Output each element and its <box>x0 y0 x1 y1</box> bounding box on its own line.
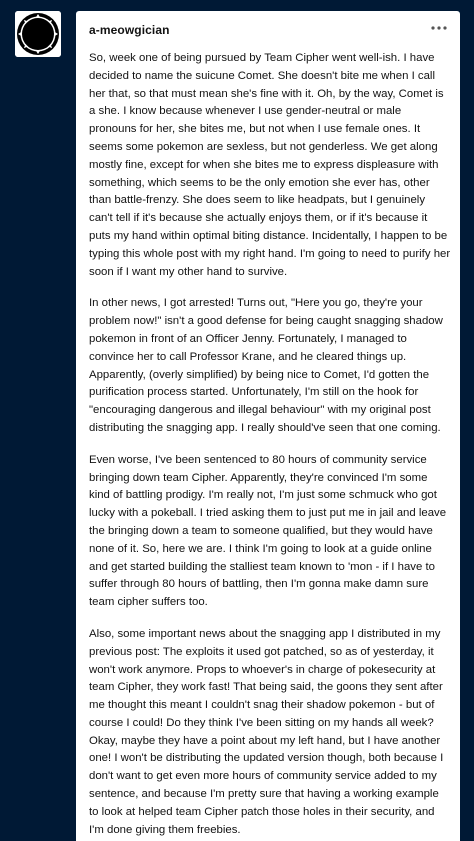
post-paragraph: Even worse, I've been sentenced to 80 hours of community service bringing down team Cipher. Apparently, they're convinced I'm some kind of battling prodigy. I'm really not, I'm just some schmuck who got lucky with a pokeball. I tried asking them to just put me in jail and leave the bringing down a team to someone qualified, but they would have none of it. So, here we are. I think I'm going to look at a guide online and get started building the stalliest team known to 'mon - if I have to suffer through 80 hours of battling, then I'm gonna make damn sure team cipher suffers too. <box>89 453 447 609</box>
post-username[interactable]: a-meowgician <box>89 23 170 37</box>
post-paragraph: So, week one of being pursued by Team Cipher went well-ish. I have decided to name the suicune Comet. She doesn't bite me when I call her that, so that must mean she's fine with it. Oh, by the way, Comet is a she. I know because whenever I use gender-neutral or male pronouns for her, she bites me, but not when I use female ones. It seems some pokemon are sexless, but not genderless. We get along mostly fine, except for when she bites me to express displeasure with something, which seems to be the only emotion she ever has, other than battle-frenzy. She does seem to like headpats, but I genuinely can't tell if it's because she actually enjoys them, or if it's because it puts my hand within optimal biting distance. Incidentally, I happen to be typing this whole post with my right hand. I'm going to need to purify her soon if I want my other hand to survive. <box>89 52 451 278</box>
post-card <box>76 11 460 841</box>
post-paragraph: Also, some important news about the snagging app I distributed in my previous post: The exploits it used got patched, so as of yesterday, it won't work anymore. Props to whoever's in charge of pokesecurity at team Cipher, they work fast! That being said, the goons they sent after me thought this meant I couldn't snag their shadow pokemon - but of course I could! Do they think I've been sitting on my hands all week? Okay, maybe they have a point about my left hand, but I have another one! I won't be distributing the updated version though, both because I don't want to get even more hours of community service added to my sentence, and because I'm pretty sure that having a working example to look at helped team Cipher patch those holes in their security, and I'm done giving them freebies. <box>89 627 444 836</box>
avatar-emblem-icon <box>15 11 61 57</box>
post-body <box>89 50 451 841</box>
avatar[interactable] <box>15 11 61 57</box>
post-header <box>76 11 460 47</box>
more-horizontal-icon[interactable] <box>430 21 448 35</box>
post-paragraph: In other news, I got arrested! Turns out, "Here you go, they're your problem now!" isn't a good defense for being caught snagging shadow pokemon in front of an Officer Jenny. Fortunately, I managed to convince her to call Professor Krane, and he cleared things up. Apparently, (overly simplified) by being nice to Comet, I'd gotten the purification process started. Unfortunately, I'm still on the hook for "encouraging dangerous and illegal behaviour" with my original post distributing the snagging app. I really should've seen that one coming. <box>89 297 443 434</box>
